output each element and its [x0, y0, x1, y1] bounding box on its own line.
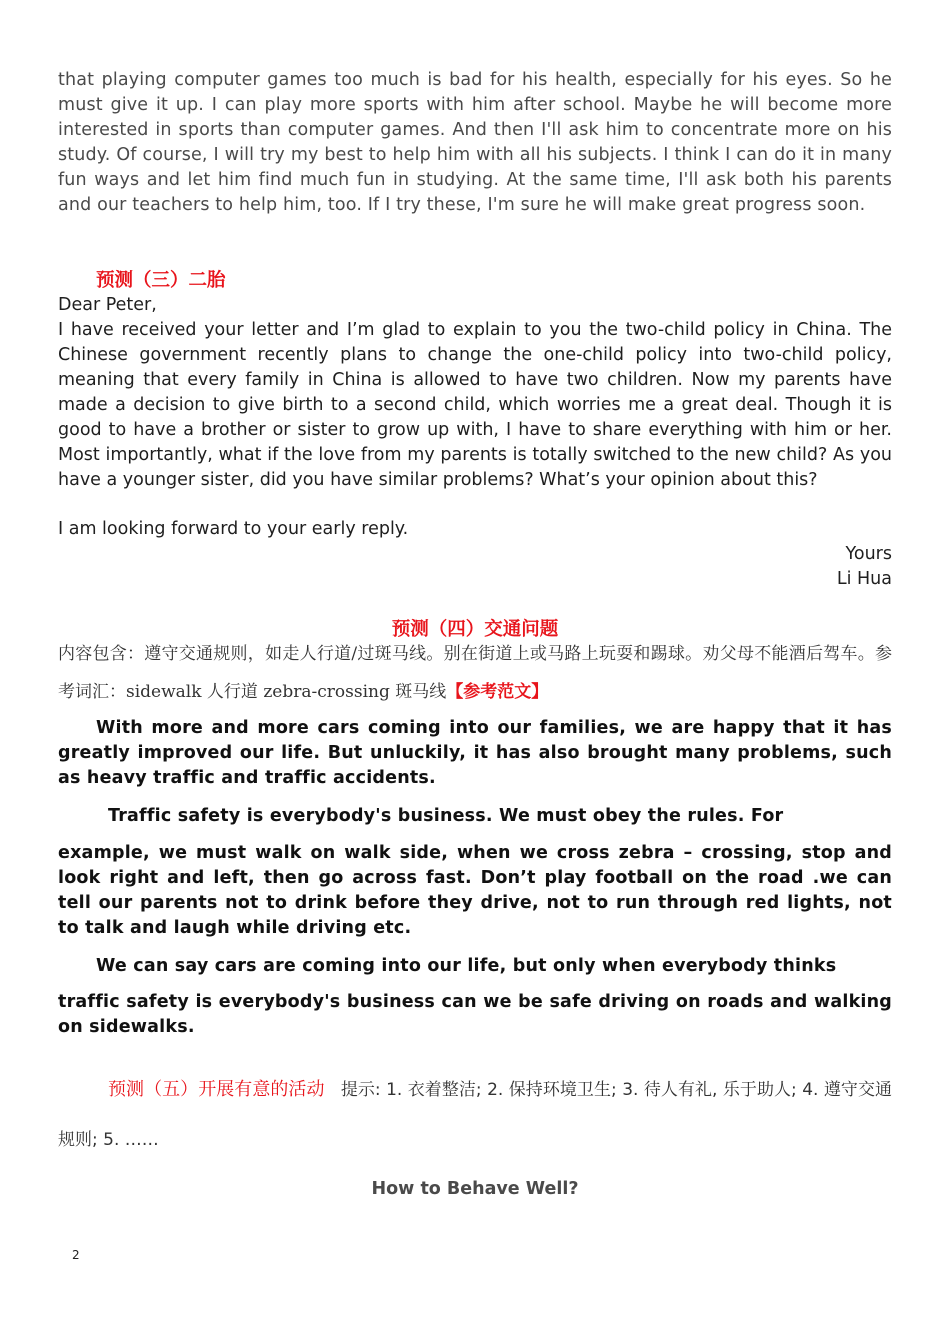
letter-closing: I am looking forward to your early reply. [58, 519, 409, 539]
essay-para3-rest: traffic safety is everybody's business can we be safe driving on roads and walking on sidewalks. [58, 992, 892, 1037]
section4-intro-text: 内容包含：遵守交通规则，如走人行道/过斑马线。别在街道上或马路上玩耍和踢球。劝父母不能酒后驾车。参考词汇：sidewalk 人行道 zebra-crossing 斑马线 [58, 644, 892, 702]
letter-signature: Li Hua [836, 569, 892, 589]
section4-intro-tag: 【参考范文】 [446, 682, 549, 702]
section5-hint: 提示: 1. 衣着整洁; 2. 保持环境卫生; 3. 待人有礼, 乐于助人; 4. 遵守交通规则; 5. …… [58, 1080, 892, 1150]
essay-para2-rest: example, we must walk on walk side, when we cross zebra – crossing, stop and look right and left, then go across fast. Don’t play football on the road .we can tell our parents not to drink before they drive, not to run through red lights, not to talk and laugh while driving etc. [58, 843, 892, 938]
essay-title: How to Behave Well? [371, 1179, 579, 1199]
essay-para2-line1: Traffic safety is everybody's business. We must obey the rules. For [108, 806, 784, 826]
letter-greeting: Dear Peter, [58, 295, 157, 315]
page-number: 2 [72, 1248, 80, 1262]
essay-para1: With more and more cars coming into our families, we are happy that it has greatly improved our life. But unluckily, it has also brought many problems, such as heavy traffic and traffic accidents. [58, 718, 892, 788]
section5-heading: 预测（五）开展有意的活动 [108, 1079, 325, 1100]
section4-heading: 预测（四）交通问题 [391, 619, 559, 640]
paragraph-top: that playing computer games too much is bad for his health, especially for his eyes. So he must give it up. I can play more sports with him after school. Maybe he will become more interested in sports than computer games. And then I'll ask him to concentrate more on his study. Of course, I will try my best to help him with all his subjects. I think I can do it in many fun ways and let him find much fun in studying. At the same time, I'll ask both his parents and our teachers to help him, too. If I try these, I'm sure he will make great progress soon. [58, 70, 892, 215]
letter-body: I have received your letter and I’m glad to explain to you the two-child policy in China. The Chinese government recently plans to change the one-child policy into two-child policy, meaning that every family in China is allowed to have two children. Now my parents have made a decision to give birth to a second child, which worries me a great deal. Though it is good to have a brother or sister to grow up with, I have to share everything with him or her. Most importantly, what if the love from my parents is totally switched to the new child? As you have a younger sister, did you have similar problems? What’s your opinion about this? [58, 320, 892, 490]
section4-intro [58, 635, 892, 711]
letter-signoff: Yours [845, 544, 892, 564]
section5-line [58, 1065, 892, 1165]
section3-heading: 预测（三）二胎 [96, 270, 226, 291]
essay-para3-line1: We can say cars are coming into our life, but only when everybody thinks [96, 956, 837, 976]
